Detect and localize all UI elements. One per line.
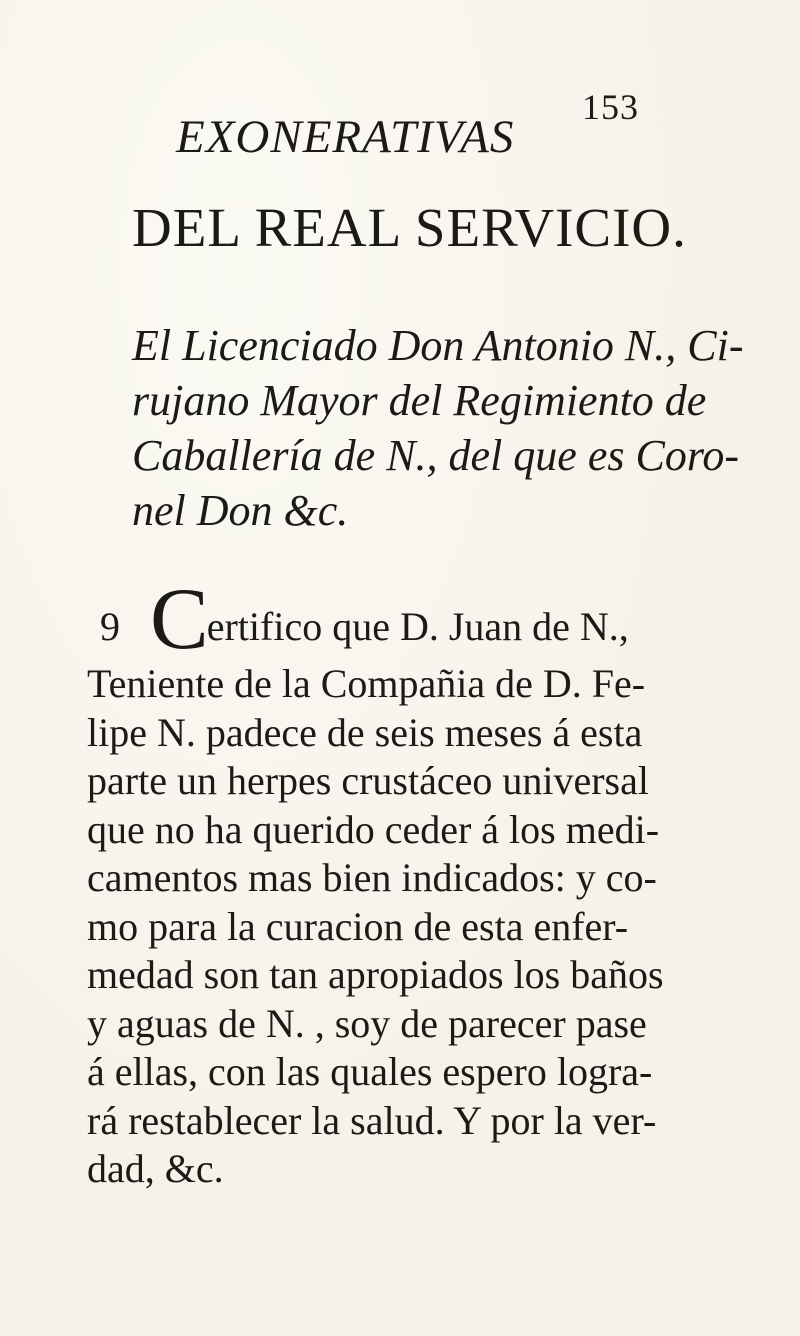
body-line: camentos mas bien indicados: y co- [87, 855, 657, 900]
paragraph-number: 9 [100, 604, 120, 649]
body-line: Teniente de la Compañia de D. Fe- [87, 661, 646, 706]
running-head: EXONERATIVAS [176, 111, 515, 163]
section-title: DEL REAL SERVICIO. [132, 197, 687, 258]
body-line: medad son tan apropiados los baños [87, 952, 664, 997]
page-number: 153 [582, 87, 639, 127]
body-line: rá restablecer la salud. Y por la ver- [87, 1097, 657, 1143]
body-line: lipe N. padece de seis meses á esta [87, 709, 643, 755]
heading-line: El Licenciado Don Antonio N., Ci- [132, 321, 744, 370]
heading-line: Caballería de N., del que es Coro- [132, 431, 739, 480]
certificate-heading [132, 318, 772, 538]
body-line: que no ha querido ceder á los medi- [87, 806, 660, 852]
heading-line: rujano Mayor del Regimiento de [132, 376, 707, 425]
body-line: dad, &c. [87, 1146, 224, 1191]
body-line: mo para la curacion de esta enfer- [87, 903, 629, 949]
paragraph-first-line [100, 571, 629, 668]
heading-line: nel Don &c. [132, 486, 349, 535]
drop-cap: C [150, 571, 209, 668]
first-line-text: ertifico que D. Juan de N., [206, 604, 629, 649]
body-line: á ellas, con las quales espero logra- [87, 1049, 653, 1094]
body-line: y aguas de N. , soy de parecer pase [87, 1000, 647, 1046]
certificate-body [87, 660, 787, 1194]
body-line: parte un herpes crustáceo universal [87, 758, 649, 803]
